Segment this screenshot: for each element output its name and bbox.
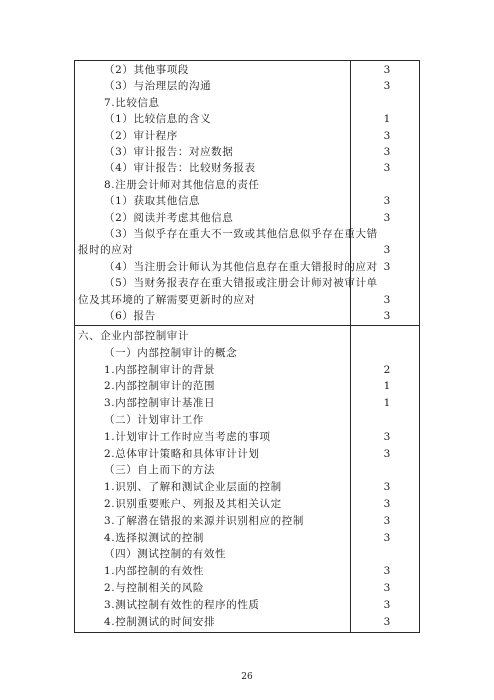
row-text: （3）审计报告：对应数据	[104, 146, 234, 158]
table-row	[74, 226, 420, 243]
row-number: 1	[383, 113, 391, 126]
row-number: 3	[383, 146, 391, 158]
table-row	[74, 378, 420, 395]
table-row	[74, 446, 420, 463]
table-row	[74, 614, 420, 631]
table-row	[74, 144, 420, 161]
table-row	[74, 429, 420, 446]
table-row	[74, 95, 420, 112]
row-text: （三）自上而下的方法	[104, 464, 215, 477]
page-number: 26	[241, 672, 253, 682]
row-number: 3	[383, 447, 391, 460]
row-text: 4.选择拟测试的控制	[104, 531, 205, 544]
row-number: 1	[383, 397, 391, 410]
row-number: 3	[383, 195, 391, 208]
row-text: （4）当注册会计师认为其他信息存在重大错报时的应对	[104, 260, 378, 273]
row-text: （2）其他事项段	[104, 64, 189, 76]
table-row	[74, 242, 420, 259]
table-row	[74, 78, 420, 95]
row-number: 3	[383, 481, 391, 494]
row-number: 1	[383, 380, 391, 393]
row-text: （四）测试控制的有效性	[104, 548, 227, 561]
table-row	[74, 546, 420, 563]
table-row	[74, 530, 420, 547]
row-number: 3	[383, 293, 391, 306]
row-number: 3	[383, 615, 391, 628]
row-text: 3.测试控制有效性的程序的性质	[104, 598, 260, 611]
row-number: 3	[383, 430, 391, 443]
row-text: 位及其环境的了解需要更新时的应对	[78, 293, 256, 306]
table-row	[74, 362, 420, 379]
row-text: 8.注册会计师对其他信息的责任	[104, 178, 260, 191]
row-number: 2	[383, 363, 391, 376]
row-number: 3	[383, 531, 391, 544]
table-row	[74, 597, 420, 614]
row-text: （3）与治理层的沟通	[104, 80, 212, 93]
row-text: 4.控制测试的时间安排	[104, 615, 216, 628]
table-row	[74, 193, 420, 210]
table-row	[74, 160, 420, 177]
row-text: （一）内部控制审计的概念	[104, 346, 238, 359]
table-row	[74, 328, 420, 345]
row-text: 1.内部控制的有效性	[104, 565, 205, 578]
row-number: 3	[383, 598, 391, 611]
table-row	[74, 259, 420, 276]
table-row	[74, 563, 420, 580]
table-row	[74, 496, 420, 513]
row-text: 报时的应对	[78, 244, 134, 257]
table-row	[74, 513, 420, 530]
row-text: 7.比较信息	[104, 96, 160, 109]
table-row	[74, 111, 420, 128]
row-text: 2.总体审计策略和具体审计计划	[104, 447, 260, 460]
table-row	[74, 345, 420, 362]
row-text: 1.内部控制审计的背景	[104, 363, 216, 376]
row-number: 3	[383, 244, 391, 257]
row-text: 3.了解潜在错报的来源并识别相应的控制	[104, 514, 304, 527]
row-text: （1）比较信息的含义	[104, 113, 212, 126]
row-text: 3.内部控制审计基准日	[104, 397, 216, 410]
row-text: （3）当似乎存在重大不一致或其他信息似乎存在重大错	[104, 228, 378, 240]
row-text: （5）当财务报表存在重大错报或注册会计师对被审计单	[104, 277, 378, 290]
row-text: 2.内部控制审计的范围	[104, 380, 216, 393]
row-text: 1.计划审计工作时应当考虑的事项	[104, 430, 271, 443]
table-row	[74, 177, 420, 194]
table-row	[74, 210, 420, 227]
row-number: 3	[383, 565, 391, 578]
row-number: 3	[383, 211, 391, 224]
table-row	[74, 479, 420, 496]
row-text: 1.识别、了解和测试企业层面的控制	[104, 481, 282, 494]
table-row	[74, 128, 420, 145]
section-divider	[74, 325, 420, 326]
table-row	[74, 275, 420, 292]
row-number: 3	[383, 64, 391, 76]
table-row	[74, 395, 420, 412]
row-text: （二）计划审计工作	[104, 414, 204, 426]
row-number: 3	[383, 582, 391, 594]
row-number: 3	[383, 514, 391, 527]
row-text: （4）审计报告：比较财务报表	[104, 162, 256, 175]
row-number: 3	[383, 80, 391, 93]
row-text: 六、企业内部控制审计	[78, 330, 189, 342]
table-row	[74, 580, 420, 597]
table-row	[74, 62, 420, 79]
row-text: （2）阅读并考虑其他信息	[104, 211, 234, 224]
table-row	[74, 462, 420, 479]
table-row	[74, 412, 420, 429]
row-number: 3	[383, 498, 391, 510]
row-text: （2）审计程序	[104, 129, 178, 142]
row-text: （6）报告	[104, 310, 156, 322]
row-number: 3	[383, 260, 391, 273]
row-number: 3	[383, 129, 391, 142]
row-number: 3	[383, 162, 391, 175]
table-row	[74, 292, 420, 309]
row-text: （1）获取其他信息	[104, 195, 201, 208]
row-text: 2.识别重要账户、列报及其相关认定	[104, 498, 282, 510]
table-row	[74, 308, 420, 325]
row-number: 3	[383, 310, 391, 322]
row-text: 2.与控制相关的风险	[104, 582, 205, 594]
